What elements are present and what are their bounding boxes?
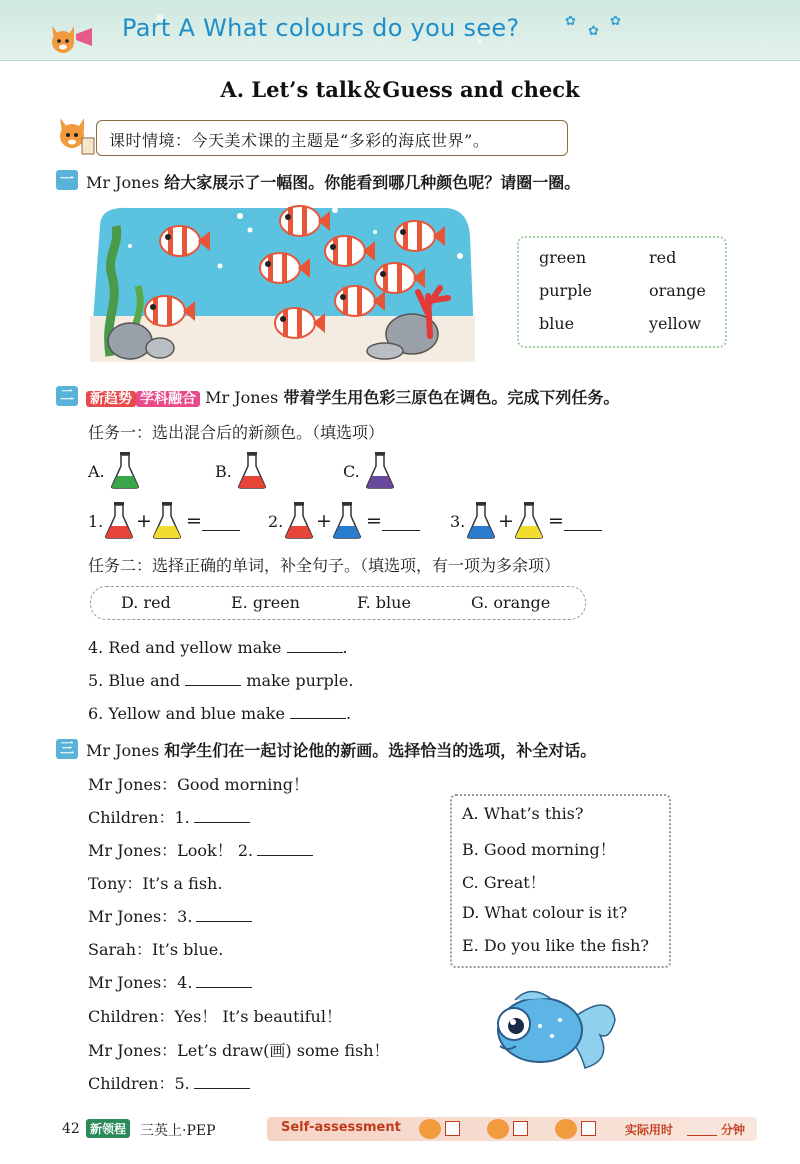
dialogue-line: Sarah：It’s blue. (88, 940, 224, 959)
question-3-prefix: Mr Jones (86, 741, 165, 760)
flask-icon (332, 500, 362, 540)
sentence-4 (88, 638, 348, 657)
equals-sign: = (366, 510, 382, 532)
dialogue-line: Children：Yes！ It’s beautiful！ (88, 1007, 342, 1026)
question-2-text: 带着学生用色彩三原色在调色。完成下列任务。 (283, 388, 620, 407)
word-option[interactable]: F. blue (357, 593, 411, 612)
self-assessment-checkbox[interactable] (581, 1121, 596, 1136)
page-number: 42 (62, 1121, 80, 1137)
fox-face-icon (555, 1119, 577, 1139)
plus-sign: + (498, 510, 514, 532)
equals-sign: = (548, 510, 564, 532)
minutes-label: 分钟 (721, 1123, 746, 1137)
question-3-text: 和学生们在一起讨论他的新画。选择恰当的选项，补全对话。 (164, 741, 597, 760)
answer-blank[interactable] (202, 516, 240, 531)
answer-blank[interactable] (287, 638, 343, 653)
color-word[interactable]: yellow (649, 314, 702, 333)
mix-number: 1. (88, 512, 104, 531)
ocean-picture (90, 196, 475, 362)
question-1-prompt (86, 170, 580, 193)
paw-icon: ✿ (565, 14, 576, 29)
fox-mascot-icon (44, 20, 96, 56)
plus-sign: + (136, 510, 152, 532)
color-word[interactable]: red (649, 248, 677, 267)
word-option[interactable]: D. red (121, 593, 171, 612)
question-2-prompt (86, 385, 619, 408)
flask-icon (514, 500, 544, 540)
flask-icon (237, 450, 267, 490)
self-assessment-label: Self-assessment (281, 1120, 401, 1135)
sentence-5-end: make purple. (246, 671, 354, 690)
dialogue-options-box (450, 794, 671, 968)
dialogue-line: Mr Jones：Let’s draw(画) some fish！ (88, 1041, 390, 1060)
sentence-5-start: 5. Blue and (88, 671, 181, 690)
dialogue-line (88, 1071, 250, 1094)
word-option[interactable]: G. orange (471, 593, 551, 612)
dialogue-text: Children：1. (88, 808, 190, 827)
equals-sign: = (186, 510, 202, 532)
dialogue-line: Tony：It’s a fish. (88, 874, 223, 893)
answer-blank[interactable] (564, 516, 602, 531)
sentence-5 (88, 671, 353, 690)
color-word[interactable]: blue (539, 314, 575, 333)
question-3-prompt (86, 738, 596, 761)
paw-icon: ✿ (588, 24, 599, 39)
subject-tag: 学科融合 (136, 391, 200, 407)
header-title: Part A What colours do you see? (122, 14, 520, 42)
self-assessment-checkbox[interactable] (445, 1121, 460, 1136)
section-heading: A. Let’s talk＆Guess and check (220, 77, 580, 102)
mix-number: 3. (450, 512, 466, 531)
dialogue-option[interactable]: E. Do you like the fish? (462, 936, 649, 955)
dialogue-option[interactable]: A. What’s this? (462, 804, 584, 823)
dialogue-line (88, 970, 252, 993)
sentence-4-end: . (342, 638, 348, 657)
fox-face-icon (487, 1119, 509, 1139)
question-number: 三 (56, 739, 78, 759)
answer-blank[interactable] (194, 1074, 250, 1089)
color-word[interactable]: orange (649, 281, 706, 300)
dialogue-option[interactable]: D. What colour is it? (462, 903, 628, 922)
question-number: 一 (56, 170, 78, 190)
dialogue-line (88, 838, 313, 861)
color-word[interactable]: green (539, 248, 587, 267)
question-1-prefix: Mr Jones (86, 173, 165, 192)
plus-sign: + (316, 510, 332, 532)
option-label: A. (88, 462, 105, 481)
time-label: 实际用时 (625, 1123, 674, 1137)
dialogue-text: Mr Jones：4. (88, 973, 193, 992)
dialogue-text: Children：5. (88, 1074, 190, 1093)
dialogue-line (88, 904, 252, 927)
task-1-label: 任务一：选出混合后的新颜色。（填选项） (88, 423, 385, 442)
question-number: 二 (56, 386, 78, 406)
word-bank (90, 586, 586, 620)
book-name: 三英上·PEP (140, 1123, 216, 1139)
sentence-4-start: 4. Red and yellow make (88, 638, 282, 657)
answer-blank[interactable] (290, 704, 346, 719)
page-header (0, 0, 800, 61)
answer-blank[interactable] (194, 808, 250, 823)
flask-icon (104, 500, 134, 540)
sentence-6-end: . (346, 704, 352, 723)
context-box (96, 120, 568, 156)
flask-icon (365, 450, 395, 490)
blue-fish-illustration (480, 980, 620, 1076)
context-text: 课时情境：今天美术课的主题是“多彩的海底世界”。 (109, 131, 490, 150)
answer-blank[interactable] (196, 907, 252, 922)
flask-icon (284, 500, 314, 540)
answer-blank[interactable] (196, 973, 252, 988)
dialogue-text: Mr Jones：3. (88, 907, 193, 926)
flask-icon (110, 450, 140, 490)
dialogue-line (88, 805, 250, 828)
dialogue-option[interactable]: B. Good morning！ (462, 840, 616, 859)
question-1-text: 给大家展示了一幅图。你能看到哪几种颜色呢？请圈一圈。 (164, 173, 581, 192)
answer-blank[interactable] (185, 671, 241, 686)
answer-blank[interactable] (382, 516, 420, 531)
sentence-6 (88, 704, 351, 723)
dialogue-text: Mr Jones：Look！ 2. (88, 841, 254, 860)
flask-icon (466, 500, 496, 540)
brand-logo: 新领程 (86, 1119, 130, 1138)
color-word[interactable]: purple (539, 281, 593, 300)
option-label: B. (215, 462, 232, 481)
mix-number: 2. (268, 512, 284, 531)
dialogue-option[interactable]: C. Great！ (462, 873, 546, 892)
fox-mascot-icon (54, 112, 98, 158)
color-choices-box (517, 236, 727, 348)
flask-icon (152, 500, 182, 540)
word-option[interactable]: E. green (231, 593, 300, 612)
trend-tag: 新趋势 (86, 391, 136, 407)
task-2-label: 任务二：选择正确的单词，补全句子。（填选项，有一项为多余项） (88, 556, 561, 575)
answer-blank[interactable] (257, 841, 313, 856)
self-assessment-bar (267, 1117, 757, 1141)
sentence-6-start: 6. Yellow and blue make (88, 704, 285, 723)
paw-icon: ✿ (610, 14, 621, 29)
self-assessment-checkbox[interactable] (513, 1121, 528, 1136)
dialogue-line: Mr Jones：Good morning！ (88, 775, 309, 794)
time-blank[interactable] (687, 1121, 717, 1136)
question-2-prefix: Mr Jones (200, 388, 284, 407)
option-label: C. (343, 462, 360, 481)
fox-face-icon (419, 1119, 441, 1139)
